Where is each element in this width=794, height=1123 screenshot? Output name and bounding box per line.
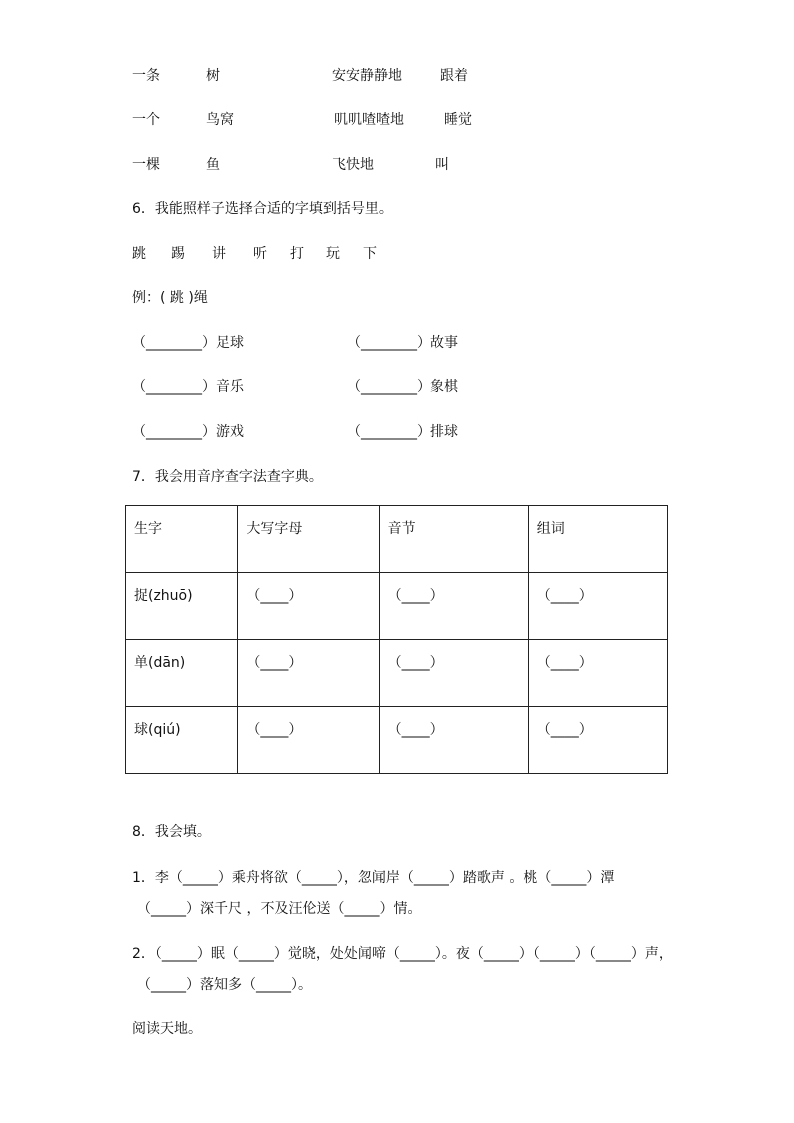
- fill-blank[interactable]: （________）: [347, 379, 431, 395]
- fill-blank[interactable]: （________）: [347, 424, 431, 440]
- fill-blank[interactable]: （________）: [347, 335, 431, 351]
- fill-blank[interactable]: （________）: [132, 424, 216, 440]
- char-cell: 球(qiú): [126, 707, 238, 774]
- adverb-1: 安安静静地: [332, 68, 402, 84]
- fill-word: 排球: [430, 424, 458, 440]
- poem-line-2b[interactable]: （_____）落知多（_____）。: [137, 977, 312, 993]
- answer-blank[interactable]: （____）: [528, 640, 667, 707]
- answer-blank[interactable]: （____）: [528, 707, 667, 774]
- question-8-title: 8．我会填。: [132, 824, 211, 840]
- answer-blank[interactable]: （____）: [238, 573, 379, 640]
- adverb-2: 叽叽喳喳地: [334, 112, 404, 128]
- question-6-title: 6．我能照样子选择合适的字填到括号里。: [132, 201, 393, 217]
- measure-word-1: 一条: [132, 68, 160, 84]
- header-cell: 音节: [379, 506, 528, 573]
- table-header-row: [126, 506, 668, 573]
- noun-3: 鱼: [206, 157, 220, 173]
- noun-2: 鸟窝: [206, 112, 234, 128]
- measure-word-2: 一个: [132, 112, 160, 128]
- fill-blank[interactable]: （________）: [132, 379, 216, 395]
- verb-1: 跟着: [440, 68, 468, 84]
- table-row: [126, 573, 668, 640]
- fill-word: 故事: [430, 335, 458, 351]
- fill-word: 象棋: [430, 379, 458, 395]
- char-cell: 单(dān): [126, 640, 238, 707]
- poem-line-2a[interactable]: 2．（_____）眠（_____）觉晓，处处闻啼（_____）。夜（_____）（_____）（_____）声，: [132, 946, 673, 962]
- verb-2: 睡觉: [444, 112, 472, 128]
- answer-blank[interactable]: （____）: [379, 640, 528, 707]
- fill-word: 音乐: [216, 379, 244, 395]
- char-option: 玩: [326, 246, 340, 262]
- question-7-title: 7．我会用音序查字法查字典。: [132, 469, 323, 485]
- answer-blank[interactable]: （____）: [528, 573, 667, 640]
- answer-blank[interactable]: （____）: [379, 573, 528, 640]
- answer-blank[interactable]: （____）: [238, 707, 379, 774]
- char-option: 听: [253, 246, 267, 262]
- answer-blank[interactable]: （____）: [379, 707, 528, 774]
- verb-3: 叫: [435, 157, 449, 173]
- answer-blank[interactable]: （____）: [238, 640, 379, 707]
- char-option: 讲: [212, 246, 226, 262]
- adverb-3: 飞快地: [332, 157, 374, 173]
- reading-section-title: 阅读天地。: [132, 1021, 202, 1037]
- dictionary-lookup-table: [125, 505, 668, 774]
- table-row: [126, 640, 668, 707]
- example-line: 例：( 跳 )绳: [132, 290, 208, 306]
- char-option: 跳: [132, 246, 146, 262]
- header-cell: 组词: [528, 506, 667, 573]
- poem-line-1b[interactable]: （_____）深千尺 ，不及汪伦送（_____）情。: [137, 901, 422, 917]
- char-cell: 捉(zhuō): [126, 573, 238, 640]
- header-cell: 大写字母: [238, 506, 379, 573]
- poem-line-1a[interactable]: 1．李（_____）乘舟将欲（_____），忽闻岸（_____）踏歌声 。桃（_____）潭: [132, 870, 615, 886]
- fill-word: 游戏: [216, 424, 244, 440]
- char-option: 下: [363, 246, 377, 262]
- char-option: 踢: [171, 246, 185, 262]
- fill-word: 足球: [216, 335, 244, 351]
- header-cell: 生字: [126, 506, 238, 573]
- fill-blank[interactable]: （________）: [132, 335, 216, 351]
- char-option: 打: [290, 246, 304, 262]
- table-row: [126, 707, 668, 774]
- noun-1: 树: [206, 68, 220, 84]
- measure-word-3: 一棵: [132, 157, 160, 173]
